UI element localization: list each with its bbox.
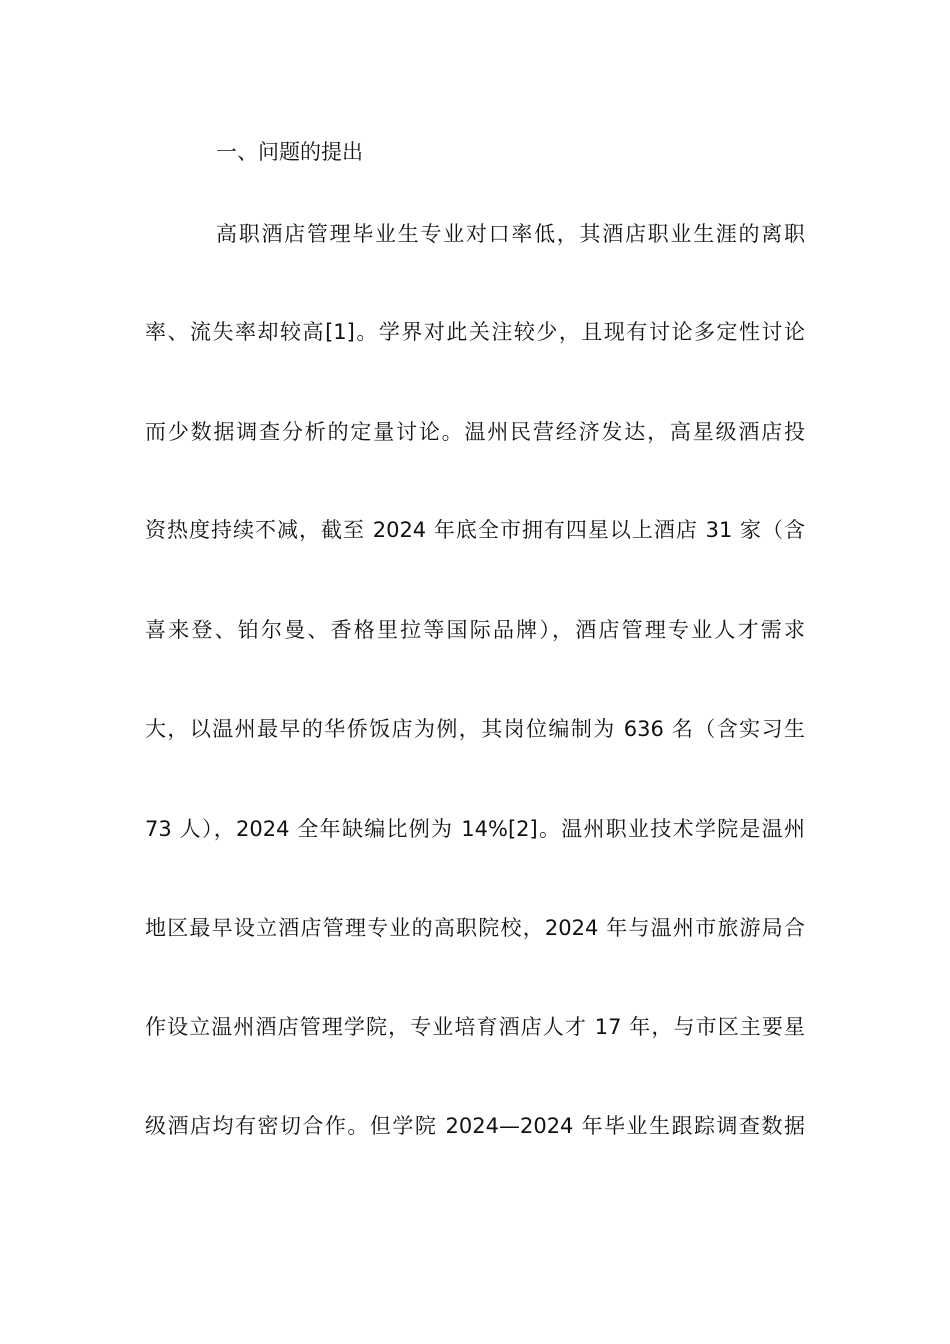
paragraph-line: 喜来登、铂尔曼、香格里拉等国际品牌），酒店管理专业人才需求 xyxy=(145,618,805,642)
paragraph-line: 资热度持续不减，截至 2024 年底全市拥有四星以上酒店 31 家（含 xyxy=(145,518,805,542)
paragraph-line: 大，以温州最早的华侨饭店为例，其岗位编制为 636 名（含实习生 xyxy=(145,717,805,741)
paragraph-line: 率、流失率却较高[1]。学界对此关注较少，且现有讨论多定性讨论 xyxy=(145,320,805,344)
paragraph-line: 地区最早设立酒店管理专业的高职院校，2024 年与温州市旅游局合 xyxy=(145,916,805,940)
section-heading: 一、问题的提出 xyxy=(216,140,363,164)
paragraph-line: 作设立温州酒店管理学院，专业培育酒店人才 17 年，与市区主要星 xyxy=(145,1015,805,1039)
paragraph-line: 级酒店均有密切合作。但学院 2024—2024 年毕业生跟踪调查数据 xyxy=(145,1114,805,1138)
paragraph-line: 高职酒店管理毕业生专业对口率低，其酒店职业生涯的离职 xyxy=(216,222,805,246)
paragraph-line: 73 人），2024 全年缺编比例为 14%[2]。温州职业技术学院是温州 xyxy=(145,817,805,841)
paragraph-line: 而少数据调查分析的定量讨论。温州民营经济发达，高星级酒店投 xyxy=(145,420,805,444)
